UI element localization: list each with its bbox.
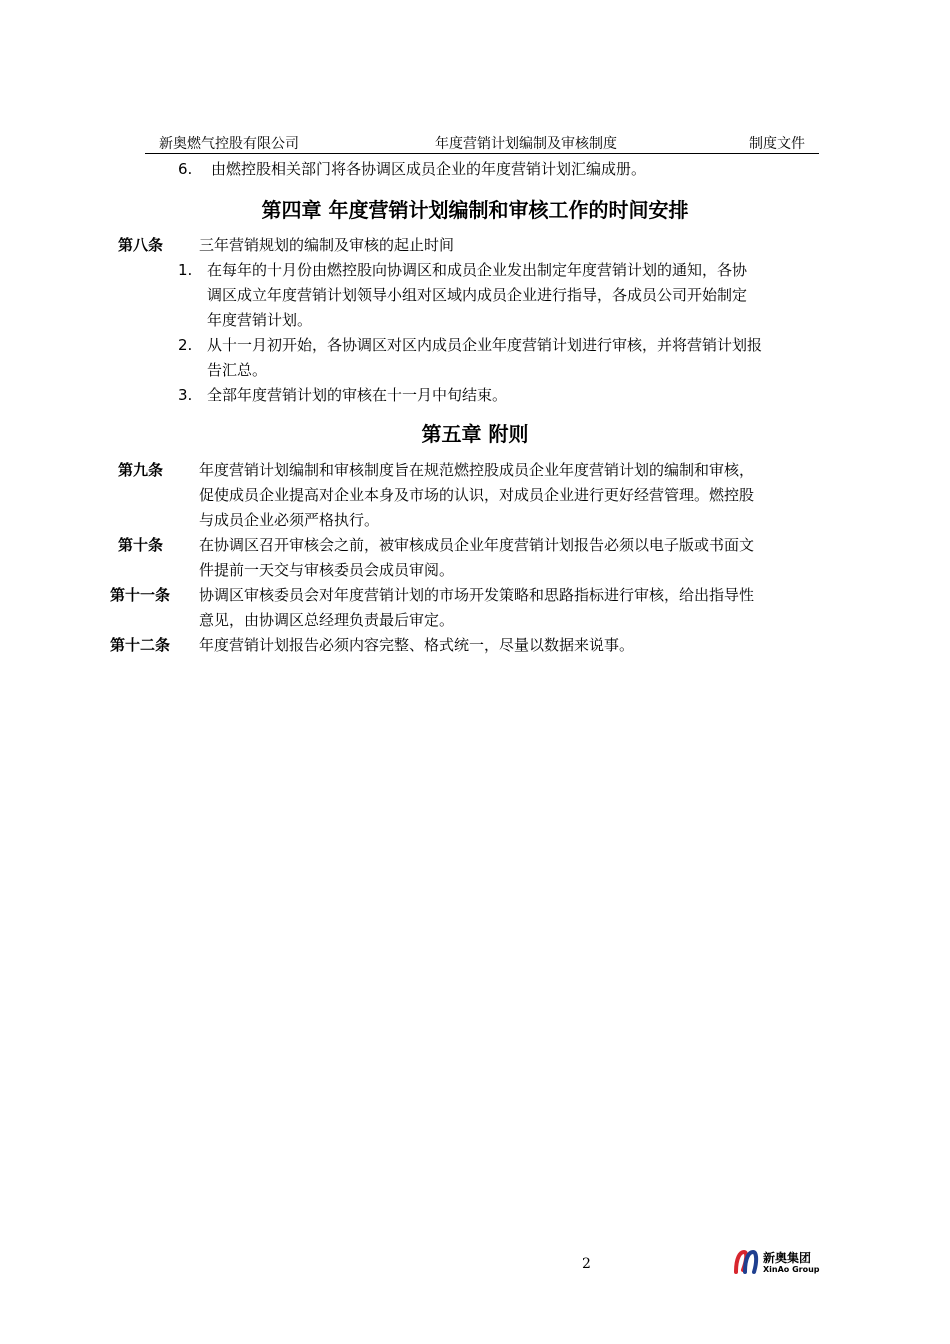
article-line: 促使成员企业提高对企业本身及市场的认识，对成员企业进行更好经营管理。燃控股 [199,486,755,504]
chapter-4-heading: 第四章 年度营销计划编制和审核工作的时间安排 [261,198,689,222]
logo-chinese-name: 新奥集团 [763,1251,812,1265]
list-item-line: 年度营销计划。 [207,311,313,329]
article-8-text: 三年营销规划的编制及审核的起止时间 [199,236,455,254]
page-header [145,133,819,154]
article-line: 协调区审核委员会对年度营销计划的市场开发策略和思路指标进行审核，给出指导性 [199,586,755,604]
article-line: 与成员企业必须严格执行。 [199,511,380,529]
list-item-text: 由燃控股相关部门将各协调区成员企业的年度营销计划汇编成册。 [211,160,647,178]
list-number: 6. [178,160,193,178]
list-item-line: 全部年度营销计划的审核在十一月中旬结束。 [207,386,508,404]
article-10-label: 第十条 [118,536,164,554]
article-8-label: 第八条 [118,236,164,254]
article-line: 意见，由协调区总经理负责最后审定。 [199,611,455,629]
article-line: 年度营销计划报告必须内容完整、格式统一，尽量以数据来说事。 [199,636,635,654]
header-title: 年度营销计划编制及审核制度 [435,136,617,152]
list-item-line: 调区成立年度营销计划领导小组对区域内成员企业进行指导，各成员公司开始制定 [207,286,748,304]
xinao-logo-icon [733,1248,761,1276]
list-item-line: 在每年的十月份由燃控股向协调区和成员企业发出制定年度营销计划的通知，各协 [207,261,748,279]
article-12-label: 第十二条 [110,636,171,654]
list-number: 1. [178,261,193,279]
logo-english-name: XinAo Group [763,1265,820,1274]
page-number: 2 [582,1256,591,1272]
article-line: 在协调区召开审核会之前，被审核成员企业年度营销计划报告必须以电子版或书面文 [199,536,755,554]
list-item-line: 告汇总。 [207,361,268,379]
list-number: 3. [178,386,193,404]
xinao-logo [733,1248,823,1278]
article-line: 件提前一天交与审核委员会成员审阅。 [199,561,455,579]
article-line: 年度营销计划编制和审核制度旨在规范燃控股成员企业年度营销计划的编制和审核， [199,461,755,479]
article-11-label: 第十一条 [110,586,171,604]
list-number: 2. [178,336,193,354]
chapter-5-heading: 第五章 附则 [421,422,529,446]
article-9-label: 第九条 [118,461,164,479]
list-item-line: 从十一月初开始，各协调区对区内成员企业年度营销计划进行审核，并将营销计划报 [207,336,763,354]
header-company: 新奥燃气控股有限公司 [159,136,299,152]
header-doc-type: 制度文件 [749,136,805,152]
